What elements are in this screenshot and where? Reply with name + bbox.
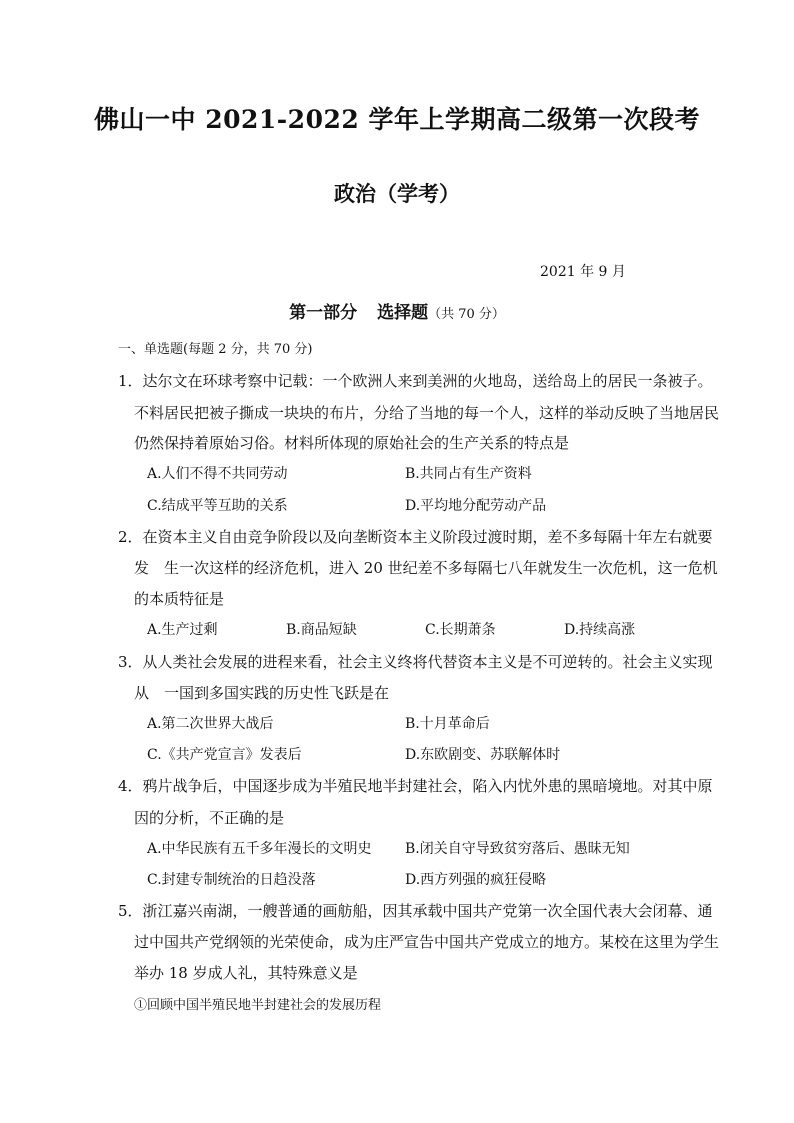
question-1-line-3: 仍然保持着原始习俗。材料所体现的原始社会的生产关系的特点是	[134, 434, 570, 452]
question-2-option-c: C.长期萧条	[425, 622, 496, 638]
part-note: （共 70 分）	[428, 307, 505, 322]
question-2-line-2: 发 生一次这样的经济危机，进入 20 世纪差不多每隔七八年就发生一次危机，这一危机	[134, 559, 718, 577]
question-4-line-1: 4．鸦片战争后，中国逐步成为半殖民地半封建社会，陷入内忧外患的黑暗境地。对其中原	[118, 777, 713, 795]
part-heading	[0, 298, 794, 323]
question-1-option-b: B.共同占有生产资料	[405, 466, 532, 482]
part-name: 选择题	[377, 303, 429, 323]
question-2-option-a: A.生产过剩	[147, 622, 218, 638]
question-3-option-b: B.十月革命后	[405, 716, 490, 732]
question-2-option-d: D.持续高涨	[564, 622, 636, 638]
question-1-option-d: D.平均地分配劳动产品	[405, 498, 547, 514]
question-3-line-2: 从 一国到多国实践的历史性飞跃是在	[134, 684, 390, 702]
question-1-line-2: 不料居民把被子撕成一块块的布片，分给了当地的每一个人，这样的举动反映了当地居民	[134, 404, 720, 422]
part-label: 第一部分	[289, 303, 358, 323]
question-3-option-d: D.东欧剧变、苏联解体时	[405, 747, 561, 763]
question-5-line-3: 举办 18 岁成人礼，其特殊意义是	[134, 964, 358, 982]
question-1-option-a: A.人们不得不共同劳动	[147, 466, 288, 482]
question-5-line-1: 5．浙江嘉兴南湖，一艘普通的画舫船，因其承载中国共产党第一次全国代表大会闭幕、通	[118, 902, 713, 920]
question-2-option-b: B.商品短缺	[286, 622, 357, 638]
question-1-line-1: 1．达尔文在环球考察中记载：一个欧洲人来到美洲的火地岛，送给岛上的居民一条被子。	[118, 372, 713, 390]
question-2-line-1: 2．在资本主义自由竞争阶段以及向垄断资本主义阶段过渡时期，差不多每隔十年左右就要	[118, 528, 713, 546]
question-4-option-c: C.封建专制统治的日趋没落	[147, 872, 316, 888]
section-heading: 一、单选题(每题 2 分，共 70 分)	[118, 342, 313, 357]
question-5-line-2: 过中国共产党纲领的光荣使命，成为庄严宣告中国共产党成立的地方。某校在这里为学生	[134, 933, 720, 951]
exam-title: 佛山一中 2021-2022 学年上学期高二级第一次段考	[94, 105, 700, 134]
exam-subtitle: 政治（学考）	[334, 181, 460, 206]
question-3-option-c: C.《共产党宣言》发表后	[147, 747, 302, 763]
question-3-option-a: A.第二次世界大战后	[147, 716, 274, 732]
question-5-statement-1: ①回顾中国半殖民地半封建社会的发展历程	[134, 998, 382, 1013]
question-4-line-2: 因的分析，不正确的是	[134, 809, 285, 827]
exam-date: 2021 年 9 月	[540, 264, 626, 280]
question-4-option-b: B.闭关自守导致贫穷落后、愚昧无知	[405, 841, 630, 857]
question-3-line-1: 3．从人类社会发展的进程来看，社会主义终将代替资本主义是不可逆转的。社会主义实现	[118, 653, 713, 671]
question-4-option-a: A.中华民族有五千多年漫长的文明史	[147, 841, 372, 857]
question-4-option-d: D.西方列强的疯狂侵略	[405, 872, 547, 888]
question-1-option-c: C.结成平等互助的关系	[147, 498, 288, 514]
question-2-line-3: 的本质特征是	[134, 590, 225, 608]
